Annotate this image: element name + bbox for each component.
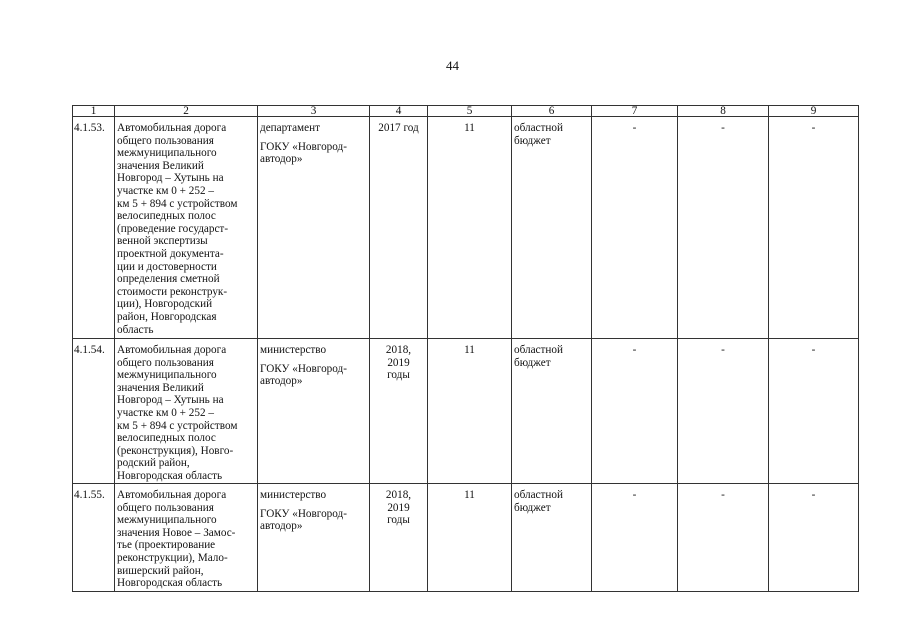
- column-header-4: 4: [370, 106, 428, 117]
- object-name: [115, 484, 258, 592]
- executor: [258, 117, 370, 339]
- object-name-line: участке км 0 + 252 –: [117, 184, 214, 197]
- object-name-line: значения Великий: [117, 381, 204, 394]
- object-name-line: велосипедных полос: [117, 210, 216, 223]
- funding-source-line: бюджет: [514, 501, 551, 514]
- object-name-line: Автомобильная дорога: [117, 344, 227, 356]
- executor-line: автодор»: [260, 375, 303, 388]
- object-name-line: Автомобильная дорога: [117, 122, 227, 134]
- object-name-line: родский район,: [117, 457, 190, 470]
- row-number: 4.1.54.: [73, 339, 115, 484]
- object-name-line: тье (проектирование: [117, 539, 216, 552]
- object-name-line: велосипедных полос: [117, 432, 216, 445]
- data-table: [72, 105, 859, 592]
- funding-source: [512, 484, 592, 592]
- column-header-2: 2: [115, 106, 258, 117]
- period-line: годы: [387, 369, 410, 382]
- object-name: [115, 117, 258, 339]
- object-name-line: общего пользования: [117, 134, 214, 147]
- funding-source-line: областной: [514, 489, 563, 501]
- target-code: 11: [428, 117, 512, 339]
- object-name-line: Новгород – Хутынь на: [117, 172, 224, 185]
- object-name-line: Новгородская область: [117, 577, 223, 590]
- period-line: 2019: [387, 501, 410, 514]
- executor-line: министерство: [260, 489, 327, 501]
- page-number: 44: [446, 58, 459, 73]
- object-name-line: значения Новое – Замос-: [117, 526, 236, 539]
- target-code: 11: [428, 339, 512, 484]
- object-name-line: ции и достоверности: [117, 260, 217, 273]
- funding-source-line: бюджет: [514, 134, 551, 147]
- funding-source: [512, 117, 592, 339]
- object-name-line: межмуниципального: [117, 147, 217, 160]
- funding-source-line: областной: [514, 344, 563, 356]
- column-header-1: 1: [73, 106, 115, 117]
- object-name-line: (проведение государст-: [117, 222, 229, 235]
- funding-source: [512, 339, 592, 484]
- row-number: 4.1.55.: [73, 484, 115, 592]
- period-line: 2018,: [385, 344, 412, 356]
- object-name-line: общего пользования: [117, 356, 214, 369]
- funding-source-line: областной: [514, 122, 563, 134]
- period-line: годы: [387, 514, 410, 527]
- period-line: 2017 год: [378, 122, 419, 134]
- column-header-7: 7: [592, 106, 678, 117]
- object-name-line: проектной документа-: [117, 247, 224, 260]
- executor-line: автодор»: [260, 520, 303, 533]
- period: [370, 339, 428, 484]
- column-header-6: 6: [512, 106, 592, 117]
- object-name-line: определения сметной: [117, 273, 220, 286]
- column-header-8: 8: [678, 106, 769, 117]
- object-name: [115, 339, 258, 484]
- object-name-line: общего пользования: [117, 501, 214, 514]
- value-col-8: -: [678, 117, 769, 339]
- object-name-line: межмуниципального: [117, 369, 217, 382]
- value-col-8: -: [678, 339, 769, 484]
- executor-line: департамент: [260, 122, 320, 134]
- value-col-7: -: [592, 484, 678, 592]
- executor: [258, 484, 370, 592]
- executor-line: ГОКУ «Новгород-: [260, 140, 347, 153]
- object-name-line: (реконструкция), Новго-: [117, 444, 234, 457]
- table-row: [73, 117, 859, 339]
- value-col-7: -: [592, 339, 678, 484]
- value-col-8: -: [678, 484, 769, 592]
- target-code: 11: [428, 484, 512, 592]
- column-header-3: 3: [258, 106, 370, 117]
- table-row: [73, 484, 859, 592]
- object-name-line: км 5 + 894 с устройством: [117, 197, 238, 210]
- column-header-9: 9: [769, 106, 859, 117]
- object-name-line: стоимости реконструк-: [117, 285, 228, 298]
- object-name-line: реконструкции), Мало-: [117, 551, 228, 564]
- executor-line: автодор»: [260, 153, 303, 166]
- column-header-5: 5: [428, 106, 512, 117]
- row-number: 4.1.53.: [73, 117, 115, 339]
- header-row: [73, 106, 859, 117]
- object-name-line: вишерский район,: [117, 564, 204, 577]
- period-line: 2018,: [385, 489, 412, 501]
- object-name-line: значения Великий: [117, 159, 204, 172]
- object-name-line: Новгород – Хутынь на: [117, 394, 224, 407]
- period-line: 2019: [387, 356, 410, 369]
- object-name-line: км 5 + 894 с устройством: [117, 419, 238, 432]
- object-name-line: межмуниципального: [117, 514, 217, 527]
- table-row: [73, 339, 859, 484]
- object-name-line: участке км 0 + 252 –: [117, 406, 214, 419]
- value-col-7: -: [592, 117, 678, 339]
- funding-source-line: бюджет: [514, 356, 551, 369]
- object-name-line: ции), Новгородский: [117, 298, 213, 311]
- executor: [258, 339, 370, 484]
- object-name-line: Автомобильная дорога: [117, 489, 227, 501]
- value-col-9: -: [769, 484, 859, 592]
- value-col-9: -: [769, 339, 859, 484]
- object-name-line: область: [117, 323, 154, 336]
- value-col-9: -: [769, 117, 859, 339]
- executor-line: министерство: [260, 344, 327, 356]
- object-name-line: Новгородская область: [117, 469, 223, 482]
- period: [370, 484, 428, 592]
- object-name-line: район, Новгородская: [117, 310, 217, 323]
- executor-line: ГОКУ «Новгород-: [260, 362, 347, 375]
- executor-line: ГОКУ «Новгород-: [260, 507, 347, 520]
- object-name-line: венной экспертизы: [117, 235, 208, 248]
- period: [370, 117, 428, 339]
